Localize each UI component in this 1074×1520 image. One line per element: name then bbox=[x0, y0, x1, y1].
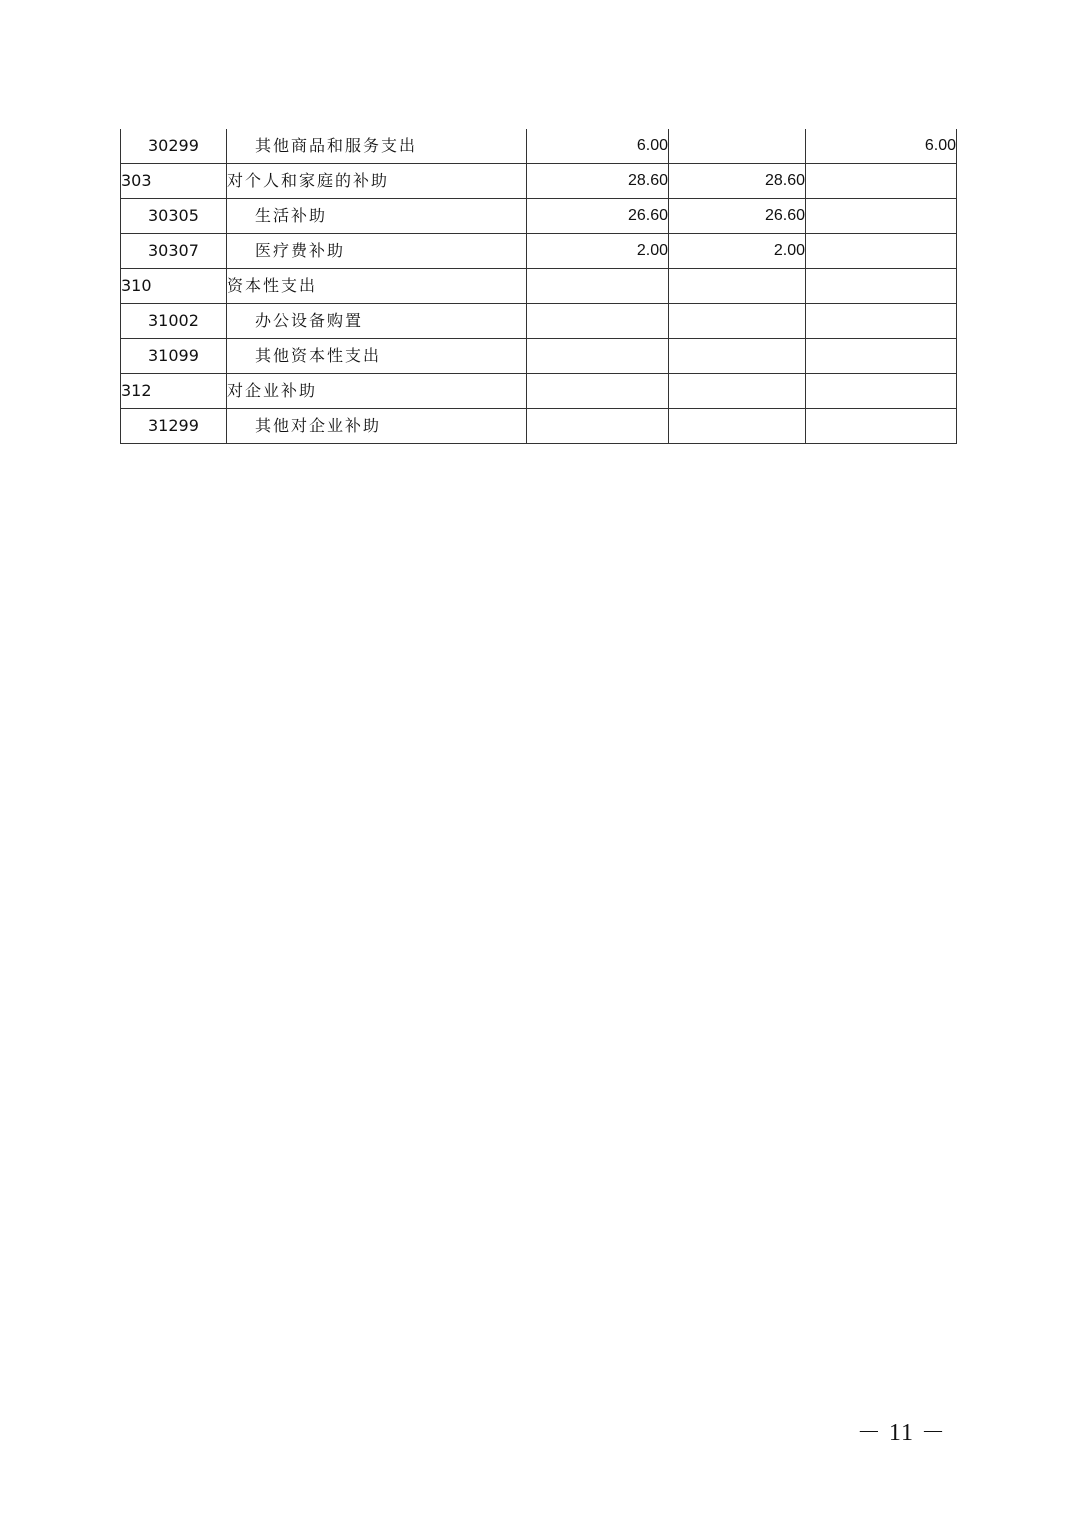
row-value-3 bbox=[806, 164, 957, 199]
table-row bbox=[121, 304, 957, 339]
row-value-2: 26.60 bbox=[669, 199, 806, 234]
row-value-1 bbox=[527, 374, 669, 409]
row-value-3 bbox=[806, 409, 957, 444]
row-value-3 bbox=[806, 269, 957, 304]
table-row bbox=[121, 374, 957, 409]
row-value-1: 26.60 bbox=[527, 199, 669, 234]
budget-table bbox=[120, 129, 957, 444]
row-code: 31299 bbox=[121, 409, 227, 444]
row-code: 30307 bbox=[121, 234, 227, 269]
row-code: 31002 bbox=[121, 304, 227, 339]
table-row bbox=[121, 199, 957, 234]
table-row bbox=[121, 164, 957, 199]
table-row bbox=[121, 409, 957, 444]
row-value-3: 6.00 bbox=[806, 129, 957, 164]
page-number: － 11 － bbox=[856, 1420, 946, 1446]
row-code: 312 bbox=[121, 374, 227, 409]
row-name: 其他商品和服务支出 bbox=[227, 129, 527, 164]
row-value-2 bbox=[669, 409, 806, 444]
row-value-2 bbox=[669, 339, 806, 374]
row-value-2 bbox=[669, 374, 806, 409]
row-name: 其他对企业补助 bbox=[227, 409, 527, 444]
row-code: 30299 bbox=[121, 129, 227, 164]
row-value-3 bbox=[806, 234, 957, 269]
row-value-1: 28.60 bbox=[527, 164, 669, 199]
row-value-2: 28.60 bbox=[669, 164, 806, 199]
row-name: 医疗费补助 bbox=[227, 234, 527, 269]
row-value-1 bbox=[527, 409, 669, 444]
table-row bbox=[121, 339, 957, 374]
row-code: 310 bbox=[121, 269, 227, 304]
row-value-1 bbox=[527, 339, 669, 374]
row-value-3 bbox=[806, 339, 957, 374]
row-name: 对企业补助 bbox=[227, 374, 527, 409]
row-code: 30305 bbox=[121, 199, 227, 234]
row-code: 303 bbox=[121, 164, 227, 199]
row-value-3 bbox=[806, 199, 957, 234]
table-row bbox=[121, 234, 957, 269]
row-value-2: 2.00 bbox=[669, 234, 806, 269]
row-code: 31099 bbox=[121, 339, 227, 374]
row-value-1 bbox=[527, 269, 669, 304]
row-value-1: 2.00 bbox=[527, 234, 669, 269]
row-value-1: 6.00 bbox=[527, 129, 669, 164]
row-value-2 bbox=[669, 129, 806, 164]
table-row bbox=[121, 269, 957, 304]
row-value-2 bbox=[669, 304, 806, 339]
row-name: 生活补助 bbox=[227, 199, 527, 234]
row-value-3 bbox=[806, 304, 957, 339]
row-name: 资本性支出 bbox=[227, 269, 527, 304]
row-name: 对个人和家庭的补助 bbox=[227, 164, 527, 199]
row-name: 办公设备购置 bbox=[227, 304, 527, 339]
row-name: 其他资本性支出 bbox=[227, 339, 527, 374]
row-value-2 bbox=[669, 269, 806, 304]
table-row bbox=[121, 129, 957, 164]
row-value-3 bbox=[806, 374, 957, 409]
row-value-1 bbox=[527, 304, 669, 339]
